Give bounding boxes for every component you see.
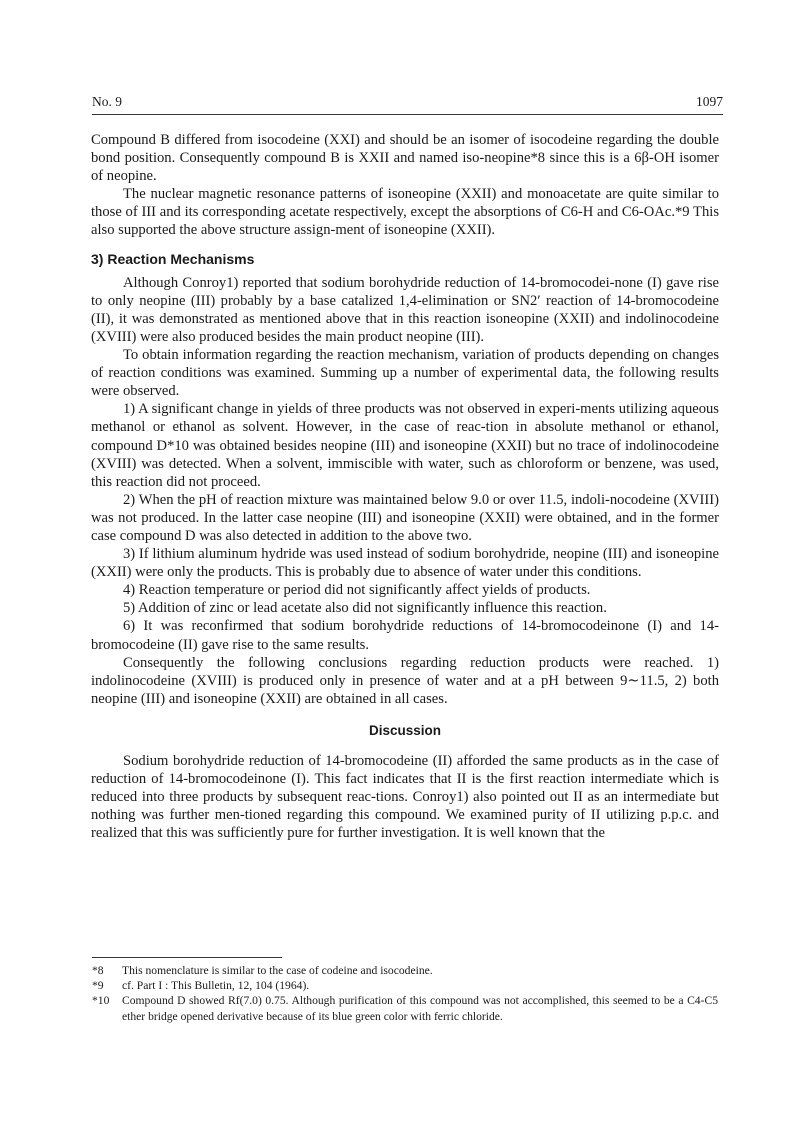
footnote-mark: *10 bbox=[92, 994, 110, 1008]
page-header bbox=[92, 92, 723, 115]
result-item: 4) Reaction temperature or period did not significantly affect yields of products. bbox=[123, 582, 591, 599]
article-body bbox=[91, 131, 719, 842]
paragraph: Compound B differed from isocodeine (XXI) and should be an isomer of isocodeine regarding the double bond position. Consequently compound B is XXII and named iso-neopine*8 since this is a 6β-OH isomer of neopine. bbox=[91, 132, 719, 185]
discussion-heading: Discussion bbox=[368, 722, 442, 738]
result-item: 1) A significant change in yields of three products was not observed in experi-ments utilizing aqueous methanol or ethanol as solvent. However, in the case of reac-tion in absolute methanol or ethanol, compound D*10 was obtained besides neopine (III) and isoneopine (XXII) but no trace of indolinocodeine (XVIII) was detected. When a solvent, immiscible with water, such as chloroform or benzene, was used, this reaction did not proceed. bbox=[91, 401, 719, 490]
footnote-divider bbox=[92, 957, 282, 958]
paragraph: The nuclear magnetic resonance patterns of isoneopine (XXII) and monoacetate are quite similar to those of III and its corresponding acetate respectively, except the absorptions of C6-H and C6-OAc.*9 This also supported the above structure assign-ment of isoneopine (XXII). bbox=[91, 186, 719, 239]
result-item: 2) When the pH of reaction mixture was maintained below 9.0 or over 11.5, indoli-nocodeine (XVIII) was not produced. In the latter case neopine (III) and isoneopine (XXII) were obtained, and in the former case compound D was also detected in addition to the above two. bbox=[91, 491, 719, 544]
footnote-mark: *9 bbox=[92, 979, 104, 993]
page-number: 1097 bbox=[696, 94, 723, 109]
journal-issue-number: No. 9 bbox=[92, 94, 122, 109]
footnote-text: cf. Part I : This Bulletin, 12, 104 (1964). bbox=[122, 979, 310, 993]
footnote-mark: *8 bbox=[92, 964, 104, 977]
result-item: 5) Addition of zinc or lead acetate also did not significantly influence this reaction. bbox=[123, 600, 607, 617]
footnotes bbox=[92, 963, 718, 1024]
paragraph: Sodium borohydride reduction of 14-bromocodeine (II) afforded the same products as in the case of reduction of 14-bromocodeinone (I). This fact indicates that II is the first reaction intermediate which is reduced into three products by subsequent reac-tions. Conroy1) also pointed out II as an intermediate but nothing was further men-tioned regarding this compound. We examined purity of II utilizing p.p.c. and realized that this was sufficiently pure for further investigation. It is well known that the bbox=[91, 753, 719, 842]
result-item: 3) If lithium aluminum hydride was used instead of sodium borohydride, neopine (III) and isoneopine (XXII) were only the products. This is probably due to absence of water under this conditions. bbox=[91, 546, 719, 581]
footnote bbox=[92, 963, 718, 978]
section-heading: 3) Reaction Mechanisms bbox=[91, 250, 255, 267]
paragraph: To obtain information regarding the reaction mechanism, variation of products depending on changes of reaction conditions was examined. Summing up a number of experimental data, the following results were observed. bbox=[91, 347, 719, 400]
footnote bbox=[92, 993, 718, 1023]
footnote-text: Compound D showed Rf(7.0) 0.75. Although purification of this compound was not accomplished, this seemed to be a C4-C5 ether bridge opened derivative because of its blue green color with ferric chloride. bbox=[122, 994, 718, 1023]
footnote-text: This nomenclature is similar to the case of codeine and isocodeine. bbox=[122, 964, 433, 977]
paragraph: Although Conroy1) reported that sodium borohydride reduction of 14-bromocodei-none (I) gave rise to only neopine (III) probably by a base catalized 1,4-elimination or SN2′ reaction of 14-bromocodeine (II), it was demonstrated as mentioned above that in this reaction isoneopine (XXII) and indolinocodeine (XVIII) were also produced besides the main product neopine (III). bbox=[91, 274, 719, 345]
result-item: 6) It was reconfirmed that sodium borohydride reductions of 14-bromocodeinone (I) and 14-bromocodeine (II) gave rise to the same results. bbox=[91, 618, 719, 653]
footnote bbox=[92, 978, 718, 993]
paragraph: Consequently the following conclusions regarding reduction products were reached. 1) indolinocodeine (XVIII) is produced only in presence of water and at a pH between 9∼11.5, 2) both neopine (III) and isoneopine (XXII) are obtained in all cases. bbox=[91, 654, 719, 707]
